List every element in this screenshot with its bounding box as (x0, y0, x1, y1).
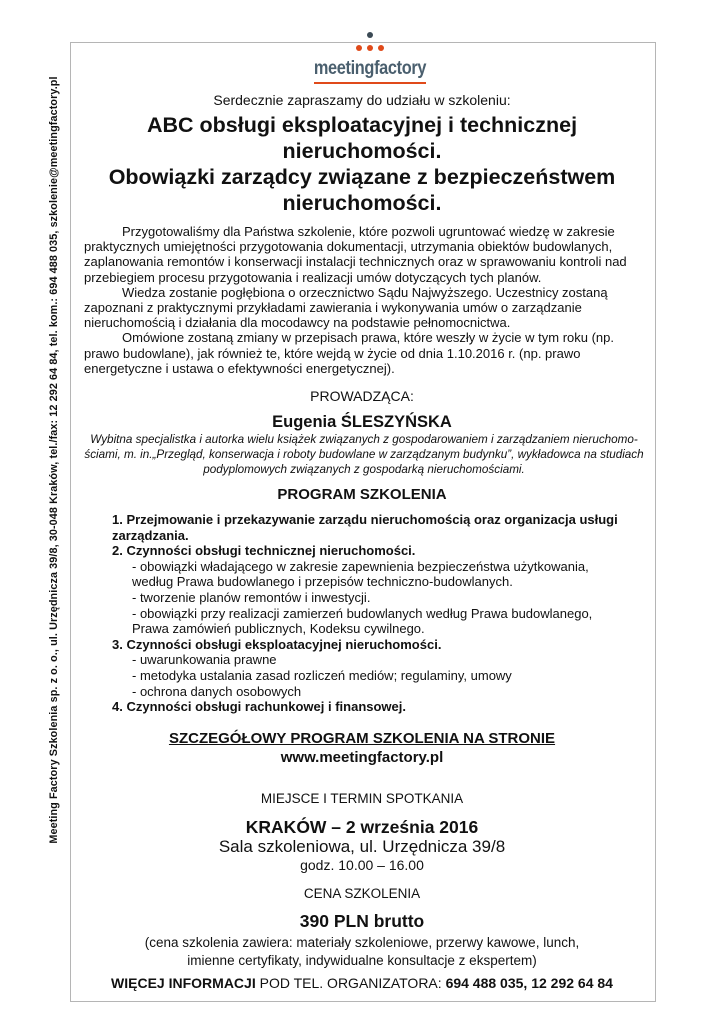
program-heading: PROGRAM SZKOLENIA (277, 486, 447, 503)
price-note (70, 934, 654, 969)
detailed-program-text: SZCZEGÓŁOWY PROGRAM SZKOLENIA NA STRONIE (168, 730, 556, 747)
venue-address: Sala szkoleniowa, ul. Urzędnicza 39/8 (218, 837, 506, 856)
program-item: 4. Czynności obsługi rachunkowej i finansowej. (112, 699, 406, 715)
program-list (112, 512, 634, 715)
title-line: ABC obsługi eksploatacyjnej i technicznej (146, 113, 578, 137)
place-label: MIEJSCE I TERMIN SPOTKANIA (260, 791, 464, 806)
lecturer-bio (80, 432, 648, 477)
price-note-line: (cena szkolenia zawiera: materiały szkoleniowe, przerwy kawowe, lunch, (144, 935, 580, 950)
logo-dot (367, 45, 373, 51)
bio-line: ściami, m. in.„Przegląd, konserwacja i roboty budowlane w zarządzanym budynku”, wykładowca na studiach (84, 448, 644, 461)
lecturer-name: Eugenia ŚLESZYŃSKA (272, 413, 452, 431)
intro-paragraph: Wiedza zostanie pogłębiona o orzecznictwo Sądu Najwyższego. Uczestnicy zostaną zapoznani z praktycznymi przykładami zawierania i wykonywania umów o zarządzanie nieruchomością i działania dla mocodawcy na podstawie pełnomocnictwa. (84, 284, 608, 331)
price: 390 PLN brutto (299, 911, 425, 931)
bio-line: Wybitna specjalistka i autorka wielu książek związanych z gospodarowaniem i zarządzaniem nieruchomo- (90, 433, 638, 446)
logo-text: meetingfactory (313, 58, 427, 79)
intro-paragraph: Omówione zostaną zmiany w przepisach prawa, które weszły w życie w tym roku (np. prawo budowlane), jak również te, które wejdą w życie od dnia 1.10.2016 r. (np. prawo energetyczne i ustawa o efektywności energetycznej). (84, 330, 615, 376)
program-subitem: Prawa zamówień publicznych, Kodeksu cywilnego. (132, 621, 425, 637)
program-item: 1. Przejmowanie i przekazywanie zarządu nieruchomością oraz organizacja usługi (112, 512, 618, 527)
program-item: zarządzania. (112, 527, 189, 543)
bio-line: podyplomowych związanych z gospodarką nieruchomościami. (203, 463, 525, 476)
logo-dot (367, 32, 373, 38)
program-subitem: - obowiązki władającego w zakresie zapewnienia bezpieczeństwa użytkowania, (132, 558, 589, 574)
website-link[interactable]: www.meetingfactory.pl (280, 749, 444, 766)
city-date: KRAKÓW – 2 września 2016 (245, 817, 479, 837)
lecturer-label: PROWADZĄCA: (310, 388, 414, 404)
logo[interactable] (300, 30, 440, 86)
hours: godz. 10.00 – 16.00 (300, 857, 424, 873)
title-line: Obowiązki zarządcy związane z bezpieczeństwem (108, 165, 616, 189)
intro-paragraph: Przygotowaliśmy dla Państwa szkolenie, które pozwoli ugruntować wiedzę w zakresie praktycznych umiejętności przygotowania dokumentacji, utrzymania obiektów budowlanych, zaplanowania remontów i konserwacji instalacji technicznych oraz w sprawowaniu kontroli nad przebiegiem procesu przygotowania i realizacji umów dotyczących tych planów. (84, 224, 627, 285)
invite-text: Serdecznie zapraszamy do udziału w szkoleniu: (213, 92, 511, 108)
program-item: 3. Czynności obsługi eksploatacyjnej nieruchomości. (112, 636, 442, 652)
title-line: nieruchomości. (282, 139, 442, 163)
logo-underline (314, 82, 426, 84)
footer-lead: WIĘCEJ INFORMACJI (111, 975, 256, 991)
logo-dot (378, 45, 384, 51)
price-note-line: imienne certyfikaty, indywidualne konsultacje z ekspertem) (187, 952, 537, 968)
footer-middle: POD TEL. ORGANIZATORA: (255, 975, 446, 991)
detailed-program-heading (70, 730, 654, 747)
title-line: nieruchomości. (282, 191, 442, 215)
logo-dot (356, 45, 362, 51)
sidebar-contact: Meeting Factory Szkolenia sp. z o. o., ul. Urzędnicza 39/8, 30-048 Kraków, tel./fax: 12 292 64 84, tel. kom.: 694 488 035, szkolenie@meetingfactory.pl (48, 76, 60, 844)
footer-contact (70, 975, 654, 991)
program-subitem: - obowiązki przy realizacji zamierzeń budowlanych według Prawa budowlanego, (132, 605, 593, 621)
program-subitem: według Prawa budowlanego i przepisów techniczno-budowlanych. (132, 574, 513, 590)
course-title (70, 112, 654, 216)
program-item: 2. Czynności obsługi technicznej nieruchomości. (112, 543, 416, 559)
footer-phones: 694 488 035, 12 292 64 84 (445, 975, 613, 991)
price-label: CENA SZKOLENIA (303, 886, 421, 901)
program-subitem: - uwarunkowania prawne (132, 652, 277, 668)
program-subitem: - tworzenie planów remontów i inwestycji. (132, 589, 371, 605)
program-subitem: - metodyka ustalania zasad rozliczeń mediów; regulaminy, umowy (132, 667, 512, 683)
intro-text (84, 224, 642, 376)
program-subitem: - ochrona danych osobowych (132, 683, 302, 699)
